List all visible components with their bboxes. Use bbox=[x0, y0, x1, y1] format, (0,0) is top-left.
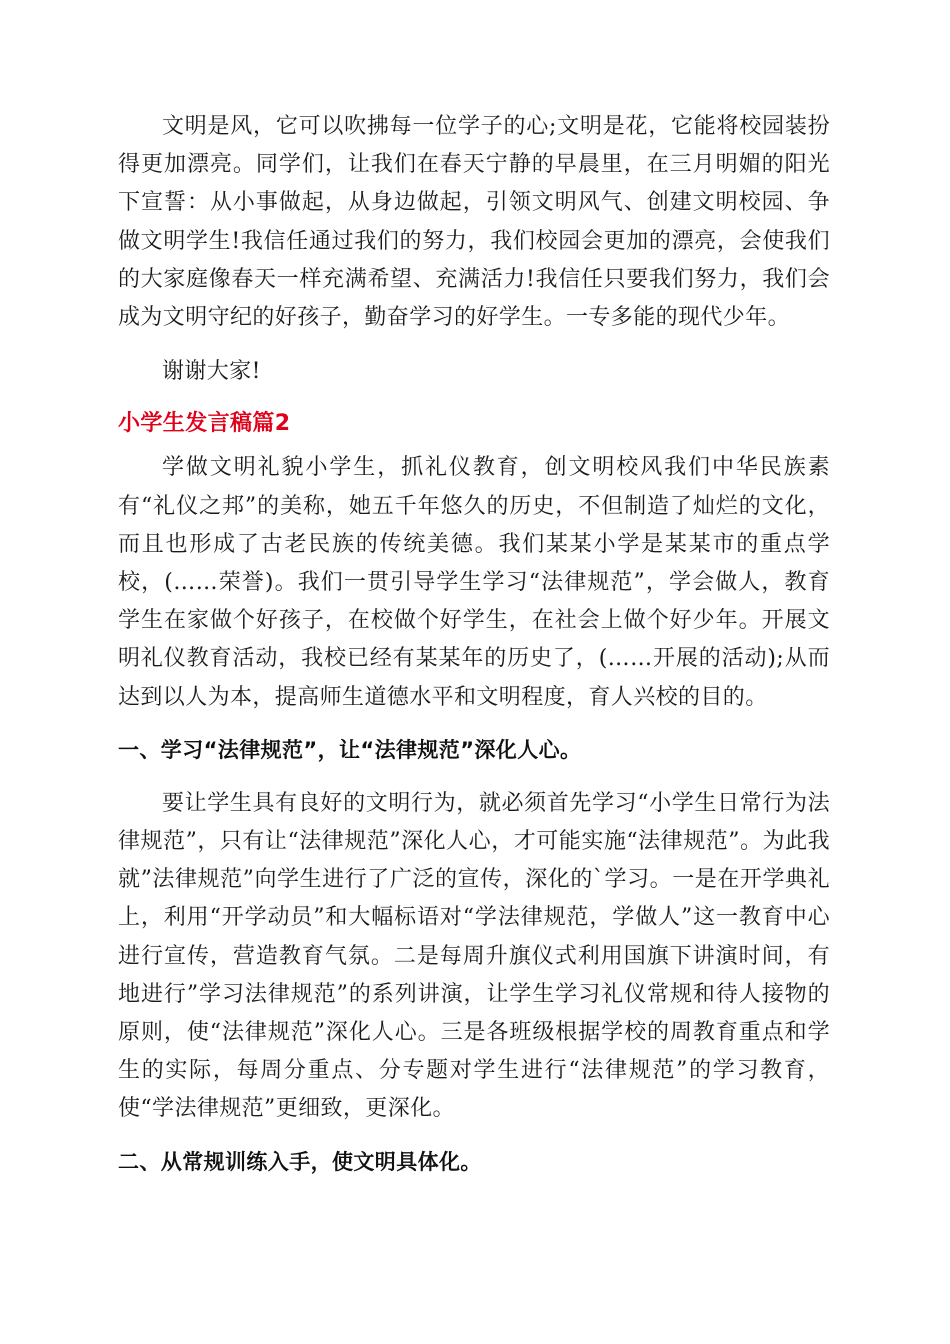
heading-study-norms: 一、学习“法律规范”，让“法律规范”深化人心。 bbox=[118, 737, 582, 762]
heading-routine-training: 二、从常规训练入手，使文明具体化。 bbox=[118, 1149, 482, 1174]
document-page bbox=[118, 108, 830, 1197]
closing-thanks: 谢谢大家! bbox=[162, 359, 261, 385]
paragraph-etiquette-education: 学做文明礼貌小学生，抓礼仪教育，创文明校风我们中华民族素有“礼仪之邦”的美称，她五千年悠久的历史，不但制造了灿烂的文化，而且也形成了古老民族的传统美德。我们某某小学是某某市的重点学校，(……荣誉)。我们一贯引导学生学习“法律规范”，学会做人，教育学生在家做个好孩子，在校做个好学生，在社会上做个好少年。开展文明礼仪教育活动，我校已经有某某年的历史了，(……开展的活动);从而达到以人为本，提高师生道德水平和文明程度，育人兴校的目的。 bbox=[118, 455, 830, 710]
paragraph-study-norms: 要让学生具有良好的文明行为，就必须首先学习“小学生日常行为法律规范”，只有让“法律规范”深化人心，才可能实施“法律规范”。为此我就”法律规范”向学生进行了广泛的宣传，深化的`学习。一是在开学典礼上，利用“开学动员”和大幅标语对“学法律规范，学做人”这一教育中心进行宣传，营造教育气氛。二是每周升旗仪式利用国旗下讲演时间，有地进行”学习法律规范”的系列讲演，让学生学习礼仪常规和待人接物的原则，使“法律规范”深化人心。三是各班级根据学校的周教育重点和学生的实际，每周分重点、分专题对学生进行“法律规范”的学习教育，使“学法律规范”更细致，更深化。 bbox=[118, 790, 830, 1122]
section-title: 小学生发言稿篇2 bbox=[118, 411, 291, 437]
paragraph-civilization-pledge: 文明是风，它可以吹拂每一位学子的心;文明是花，它能将校园装扮得更加漂亮。同学们，让我们在春天宁静的早晨里，在三月明媚的阳光下宣誓：从小事做起，从身边做起，引领文明风气、创建文明校园、争做文明学生!我信任通过我们的努力，我们校园会更加的漂亮，会使我们的大家庭像春天一样充满希望、充满活力!我信任只要我们努力，我们会成为文明守纪的好孩子，勤奋学习的好学生。一专多能的现代少年。 bbox=[118, 114, 830, 331]
